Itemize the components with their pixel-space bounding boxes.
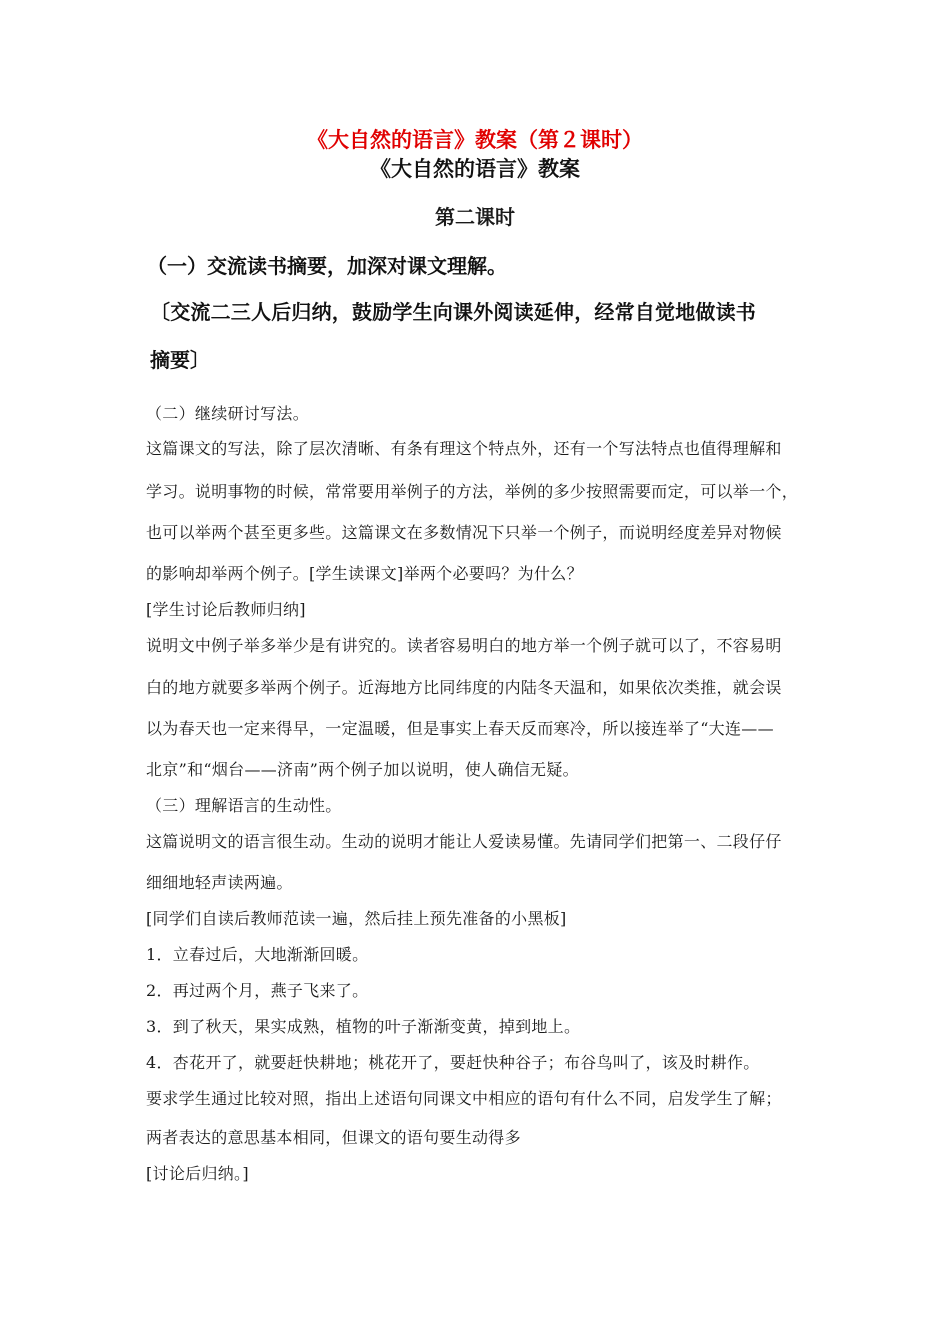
paragraph-line: 的影响却举两个例子。[学生读课文]举两个必要吗？为什么？ [146,564,583,583]
list-item: 4．杏花开了，就要赶快耕地；桃花开了，要赶快种谷子；布谷鸟叫了，该及时耕作。 [146,1053,760,1072]
paragraph-line: 北京”和“烟台——济南”两个例子加以说明，使人确信无疑。 [146,760,579,779]
section-note-line-1: 〔交流二三人后归纳，鼓励学生向课外阅读延伸，经常自觉地做读书 [150,300,756,324]
section-heading-1: （一）交流读书摘要，加深对课文理解。 [147,254,507,278]
bracket-note: [同学们自读后教师范读一遍，然后挂上预先准备的小黑板] [146,909,567,928]
bracket-note: [讨论后归纳。] [146,1164,249,1183]
document-title: 《大自然的语言》教案（第２课时） [307,128,643,152]
paragraph-line: 这篇说明文的语言很生动。生动的说明才能让人爱读易懂。先请同学们把第一、二段仔仔 [146,832,782,851]
paragraph-line: 两者表达的意思基本相同，但课文的语句要生动得多 [146,1128,521,1147]
paragraph-line: 学习。说明事物的时候，常常要用举例子的方法，举例的多少按照需要而定，可以举一个， [146,482,799,501]
paragraph-line: 也可以举两个甚至更多些。这篇课文在多数情况下只举一个例子，而说明经度差异对物候 [146,523,782,542]
paragraph-line: 以为春天也一定来得早，一定温暖，但是事实上春天反而寒冷，所以接连举了“大连—— [146,719,774,738]
paragraph-line: 这篇课文的写法，除了层次清晰、有条有理这个特点外，还有一个写法特点也值得理解和 [146,439,782,458]
section-heading-2: （二）继续研讨写法。 [146,404,310,423]
section-note-line-2: 摘要〕 [150,348,210,372]
paragraph-line: 说明文中例子举多举少是有讲究的。读者容易明白的地方举一个例子就可以了，不容易明 [146,636,782,655]
list-item: 3．到了秋天，果实成熟，植物的叶子渐渐变黄，掉到地上。 [146,1017,581,1036]
section-heading-3: （三）理解语言的生动性。 [146,796,342,815]
bracket-note: [学生讨论后教师归纳] [146,600,306,619]
paragraph-line: 细细地轻声读两遍。 [146,873,293,892]
paragraph-line: 白的地方就要多举两个例子。近海地方比同纬度的内陆冬天温和，如果依次类推，就会误 [146,678,782,697]
list-item: 2．再过两个月，燕子飞来了。 [146,981,369,1000]
paragraph-line: 要求学生通过比较对照，指出上述语句同课文中相应的语句有什么不同，启发学生了解； [146,1089,782,1108]
list-item: 1．立春过后，大地渐渐回暖。 [146,945,369,964]
document-subtitle: 《大自然的语言》教案 [370,157,580,181]
lesson-label: 第二课时 [435,205,515,229]
